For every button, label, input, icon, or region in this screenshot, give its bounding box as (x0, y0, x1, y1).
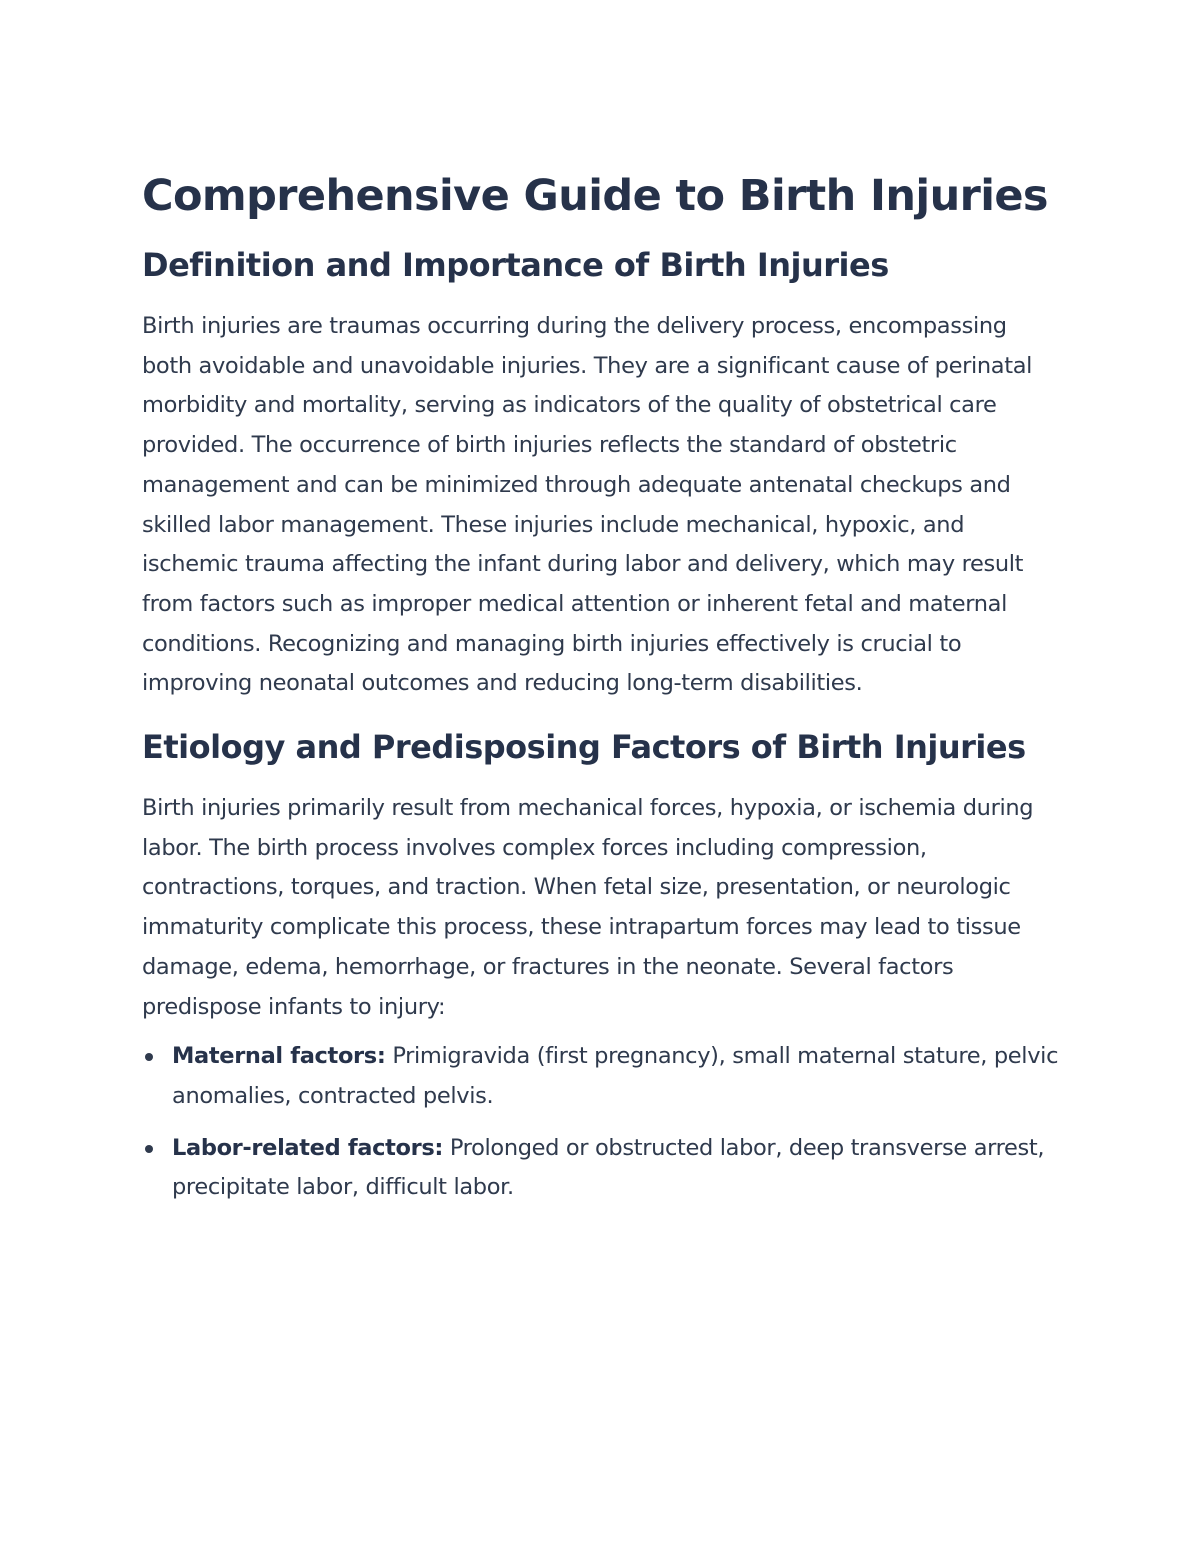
list-item (142, 1037, 1062, 1116)
bullet-term: Maternal factors: (172, 1043, 386, 1070)
bullet-text: Primigravida (first pregnancy), small maternal stature, pelvic anomalies, contracted pelvis. (172, 1043, 1059, 1109)
bullet-text: Prolonged or obstructed labor, deep transverse arrest, precipitate labor, difficult labor. (172, 1134, 1045, 1201)
bullet-dot-icon (145, 1145, 153, 1153)
bullet-term: Labor-related factors: (172, 1134, 444, 1161)
section-heading: Definition and Importance of Birth Injuries (142, 246, 889, 284)
document-page (142, 160, 1062, 1220)
bullet-dot-icon (145, 1053, 153, 1061)
document-title: Comprehensive Guide to Birth Injuries (142, 171, 1048, 221)
section-definition (142, 236, 1062, 704)
list-item (142, 1129, 1062, 1208)
predisposing-factors-list (142, 1037, 1062, 1208)
section-etiology (142, 718, 1062, 1208)
section-heading: Etiology and Predisposing Factors of Birth Injuries (142, 728, 1026, 767)
section-paragraph: Birth injuries are traumas occurring during the delivery process, encompassing both avoidable and unavoidable injuries. They are a significant cause of perinatal morbidity and mortality, serving as indicators of the quality of obstetrical care provided. The occurrence of birth injuries reflects the standard of obstetric management and can be minimized through adequate antenatal checkups and skilled labor management. These injuries include mechanical, hypoxic, and ischemic trauma affecting the infant during labor and delivery, which may result from factors such as improper medical attention or inherent fetal and maternal conditions. Recognizing and managing birth injuries effectively is crucial to improving neonatal outcomes and reducing long-term disabilities. (142, 313, 1033, 697)
section-paragraph: Birth injuries primarily result from mechanical forces, hypoxia, or ischemia during labor. The birth process involves complex forces including compression, contractions, torques, and traction. When fetal size, presentation, or neurologic immaturity complicate this process, these intrapartum forces may lead to tissue damage, edema, hemorrhage, or fractures in the neonate. Several factors predispose infants to injury: (142, 795, 1034, 1020)
